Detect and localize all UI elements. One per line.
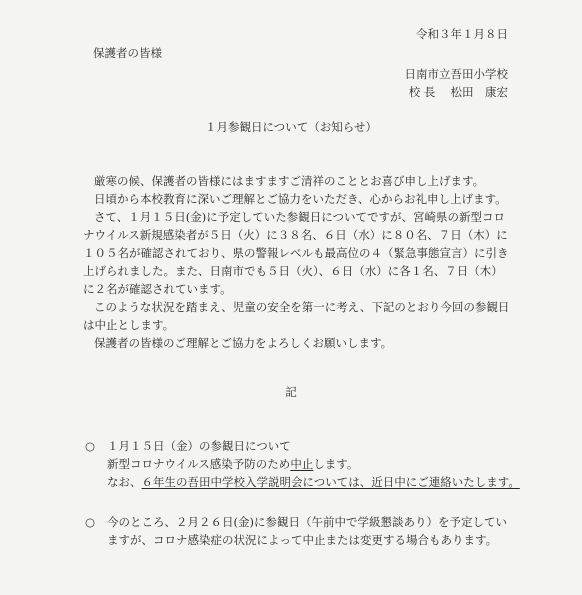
situation-line-5: に２名が確認されています。 <box>83 282 232 296</box>
circle-bullet-icon: ○ <box>85 439 96 453</box>
ki-heading: 記 <box>285 385 297 399</box>
situation-line-4: 上げられました。また、日南市でも５日（火）、６日（水）に各１名、７日（木） <box>83 264 503 278</box>
circle-bullet-icon: ○ <box>85 515 96 529</box>
orientation-note: ６年生の吾田中学校入学説明会については、近日中にご連絡いたします。 <box>141 475 520 489</box>
principal-name: 校 長 松田 康宏 <box>408 85 508 99</box>
item-1-cancel-line <box>85 455 525 473</box>
cancel-word: 中止 <box>290 457 314 471</box>
thanks-line: 日頃から本校教育に深いご理解とご協力をいただき、心からお礼申し上げます。 <box>94 192 507 206</box>
document-title: １月参観日について（お知らせ） <box>205 120 377 134</box>
item-2-line-1 <box>85 513 525 531</box>
item-1-title: １月１５日（金）の参観日について <box>107 439 291 453</box>
request-line: 保護者の皆様のご理解とご協力をよろしくお願いします。 <box>94 336 393 350</box>
note-prefix: なお、 <box>107 475 142 489</box>
greeting-line: 厳寒の候、保護者の皆様にはますますご清祥のこととお喜び申し上げます。 <box>94 174 485 188</box>
item-2-line-2: ますが、コロナ感染症の状況によって中止または変更する場合もあります。 <box>107 533 498 547</box>
situation-line-3: １０５名が確認されており、県の警報レベルも最高位の４（緊急事態宣言）に引き <box>83 246 509 260</box>
cancel-suffix: します。 <box>313 457 359 471</box>
decision-line-1: このような状況を踏まえ、児童の安全を第一に考え、下記のとおり今回の参観日 <box>94 300 510 314</box>
situation-line-1: さて、１月１５日(金)に予定していた参観日についてですが、宮崎県の新型コロ <box>94 210 506 224</box>
notice-items <box>85 437 525 549</box>
cancel-reason: 新型コロナウイルス感染予防のため <box>107 457 291 471</box>
item-1-note-line <box>85 473 525 491</box>
item-2-text-1: 今のところ、２月２６日(金)に参観日（午前中で学級懇談あり）を予定してい <box>107 515 507 529</box>
school-name: 日南市立吾田小学校 <box>404 67 508 81</box>
addressee: 保護者の皆様 <box>93 46 162 60</box>
issue-date: 令和３年１月８日 <box>416 27 508 41</box>
item-1-heading <box>85 437 525 455</box>
decision-line-2: は中止とします。 <box>83 318 175 332</box>
body-text <box>83 172 513 352</box>
situation-line-2: ナウイルス新規感染者が５日（火）に３８名、６日（水）に８０名、７日（木）に <box>83 228 508 242</box>
